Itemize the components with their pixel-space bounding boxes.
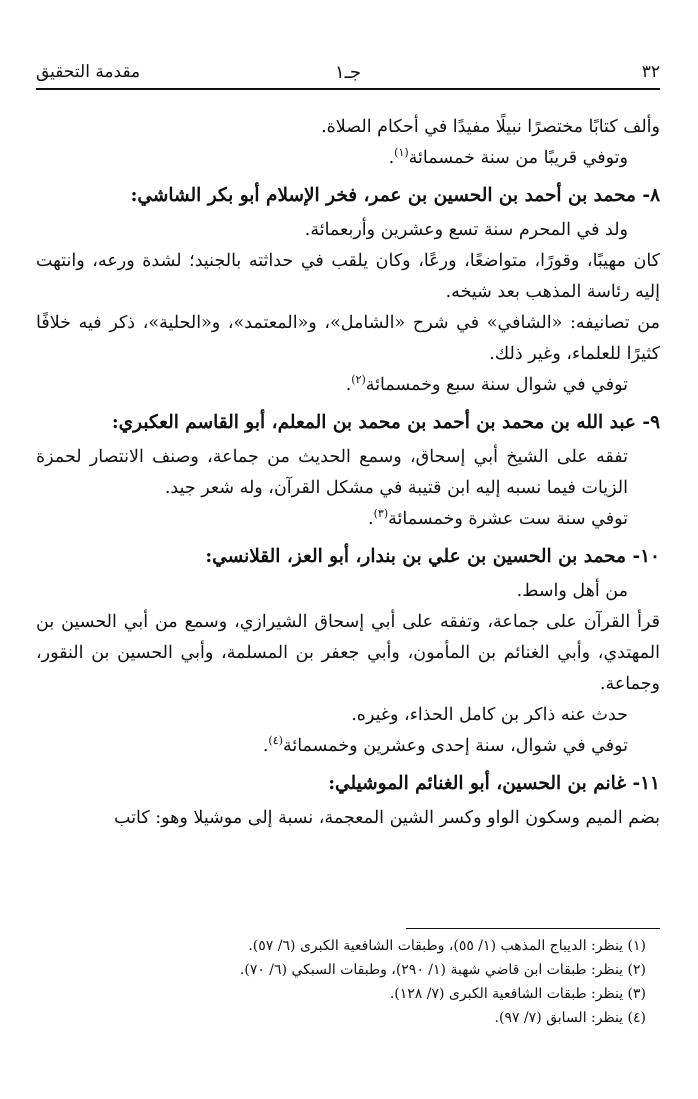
paragraph: وتوفي قريبًا من سنة خمسمائة$^{(١)}$. bbox=[388, 146, 628, 168]
footnote: (٤) ينظر: السابق (٧/ ٩٧). bbox=[494, 1010, 646, 1026]
paragraph bbox=[36, 607, 660, 700]
biography-heading bbox=[36, 541, 660, 572]
header-rule bbox=[36, 88, 660, 90]
paragraph-text: وألف كتابًا مختصرًا نبيلًا مفيدًا في أحكام الصلاة. bbox=[321, 117, 660, 137]
paragraph-text: كان مهيبًا، وقورًا، متواضعًا، ورعًا، وكان يلقب في حداثته بالجنيد؛ لشدة ورعه، وانتهت إليه رئاسة المذهب بعد شيخه. bbox=[36, 251, 660, 302]
paragraph: توفي في شوال سنة سبع وخمسمائة$^{(٢)}$. bbox=[345, 373, 628, 395]
paragraph bbox=[36, 308, 660, 370]
footnote-rule bbox=[406, 928, 660, 929]
page-number: ٣٢ bbox=[641, 62, 660, 82]
volume-label: جـ١ bbox=[334, 61, 362, 83]
paragraph-text: توفي سنة ست عشرة وخمسمائة bbox=[388, 509, 628, 529]
paragraph-text: ٨- محمد بن أحمد بن الحسين بن عمر، فخر الإسلام أبو بكر الشاشي: bbox=[130, 185, 660, 206]
running-head bbox=[36, 58, 660, 86]
footnote: (١) ينظر: الديباج المذهب (١/ ٥٥)، وطبقات الشافعية الكبرى (٦/ ٥٧). bbox=[248, 938, 646, 954]
paragraph-text: بضم الميم وسكون الواو وكسر الشين المعجمة، نسبة إلى موشيلا وهو: كاتب bbox=[113, 808, 660, 828]
paragraph-text: حدث عنه ذاكر بن كامل الحذاء، وغيره. bbox=[351, 705, 628, 725]
footnote-reference: (٢) bbox=[351, 373, 366, 387]
paragraph-text: ١٠- محمد بن الحسين بن علي بن بندار، أبو العز، القلانسي: bbox=[205, 546, 660, 567]
biography-heading bbox=[36, 768, 660, 799]
paragraph bbox=[36, 112, 660, 143]
paragraph bbox=[36, 803, 660, 834]
footnote: (٣) ينظر: طبقات الشافعية الكبرى (٧/ ١٢٨). bbox=[389, 986, 646, 1002]
paragraph-text: من أهل واسط. bbox=[516, 581, 628, 601]
footnote-reference: (٤) bbox=[268, 734, 283, 748]
footnote: (٢) ينظر: طبقات ابن قاضي شهبة (١/ ٢٩٠)، وطبقات السبكي (٦/ ٧٠). bbox=[239, 962, 646, 978]
body-text bbox=[36, 112, 660, 834]
paragraph: توفي في شوال، سنة إحدى وعشرين وخمسمائة$^{(٤)}$. bbox=[262, 734, 628, 756]
paragraph-text: تفقه على الشيخ أبي إسحاق، وسمع الحديث من جماعة، وصنف الانتصار لحمزة الزيات فيما نسبه إليه ابن قتيبة في مشكل القرآن، وله شعر جيد. bbox=[36, 447, 628, 498]
paragraph bbox=[36, 442, 660, 504]
biography-heading bbox=[36, 180, 660, 211]
footnotes bbox=[36, 934, 660, 1030]
paragraph-text: ١١- غانم بن الحسين، أبو الغنائم الموشيلي: bbox=[328, 773, 660, 794]
paragraph bbox=[36, 700, 660, 731]
paragraph bbox=[36, 215, 660, 246]
paragraph-text: توفي في شوال سنة سبع وخمسمائة bbox=[365, 375, 628, 395]
paragraph-text: ٩- عبد الله بن محمد بن أحمد بن محمد بن المعلم، أبو القاسم العكبري: bbox=[111, 412, 660, 433]
paragraph-text: وتوفي قريبًا من سنة خمسمائة bbox=[408, 148, 628, 168]
paragraph-text: من تصانيفه: «الشافي» في شرح «الشامل»، و«المعتمد»، و«الحلية»، ذكر فيه خلافًا كثيرًا للعلماء، وغير ذلك. bbox=[36, 313, 660, 364]
paragraph-text: قرأ القرآن على جماعة، وتفقه على أبي إسحاق الشيرازي، وسمع من أبي الحسين بن المهتدي، وأبي الغنائم بن المأمون، وأبي جعفر بن المسلمة، وأبي الحسين بن النقور، وجماعة. bbox=[36, 612, 660, 694]
paragraph: توفي سنة ست عشرة وخمسمائة$^{(٣)}$. bbox=[368, 507, 628, 529]
paragraph-text: توفي في شوال، سنة إحدى وعشرين وخمسمائة bbox=[282, 736, 628, 756]
footnote-reference: (٣) bbox=[373, 507, 389, 521]
paragraph bbox=[36, 246, 660, 308]
footnote-reference: (١) bbox=[394, 146, 409, 160]
paragraph bbox=[36, 576, 660, 607]
paragraph-text: ولد في المحرم سنة تسع وعشرين وأربعمائة. bbox=[304, 220, 628, 240]
book-page bbox=[36, 0, 660, 1099]
biography-heading bbox=[36, 407, 660, 438]
section-title: مقدمة التحقيق bbox=[36, 62, 141, 82]
